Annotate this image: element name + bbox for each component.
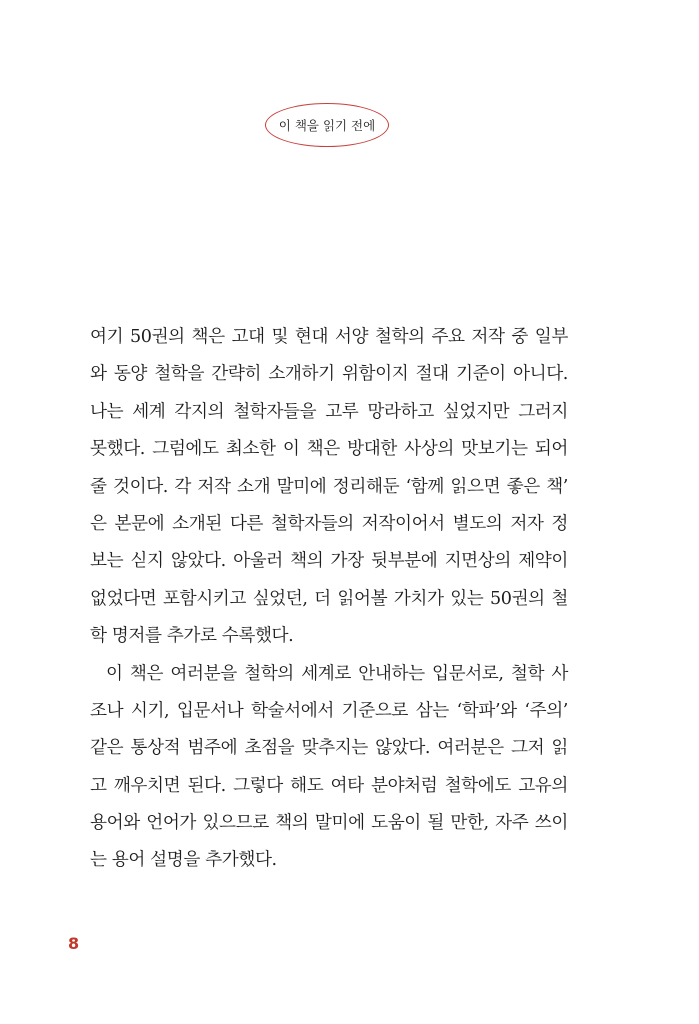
chapter-heading-oval <box>265 103 389 147</box>
text-line: 고 깨우치면 된다. 그렇다 해도 여타 분야처럼 철학에도 고유의 <box>90 775 568 796</box>
text-line: 못했다. 그럼에도 최소한 이 책은 방대한 사상의 맛보기는 되어 <box>90 439 568 460</box>
text-line: 없었다면 포함시키고 싶었던, 더 읽어볼 가치가 있는 50권의 철 <box>90 588 568 609</box>
text-line: 학 명저를 추가로 수록했다. <box>90 626 294 647</box>
text-line: 는 용어 설명을 추가했다. <box>90 850 277 871</box>
text-line: 같은 통상적 범주에 초점을 맞추지는 않았다. 여러분은 그저 읽 <box>90 738 568 759</box>
text-line: 은 본문에 소개된 다른 철학자들의 저작이어서 별도의 저자 정 <box>90 513 568 534</box>
text-line: 조나 시기, 입문서나 학술서에서 기준으로 삼는 ‘학파’와 ‘주의’ <box>90 700 568 721</box>
chapter-heading: 이 책을 읽기 전에 <box>278 118 376 133</box>
text-line: 용어와 언어가 있으므로 책의 말미에 도움이 될 만한, 자주 쓰이 <box>90 813 568 834</box>
body-text <box>90 319 568 880</box>
page-number: 8 <box>68 934 80 953</box>
text-line: 줄 것이다. 각 저작 소개 말미에 정리해둔 ‘함께 읽으면 좋은 책’ <box>90 476 568 497</box>
paragraph <box>90 656 568 880</box>
text-line: 여기 50권의 책은 고대 및 현대 서양 철학의 주요 저작 중 일부 <box>90 327 568 347</box>
text-line: 보는 싣지 않았다. 아울러 책의 가장 뒷부분에 지면상의 제약이 <box>90 551 568 572</box>
paragraph <box>90 319 568 656</box>
text-line: 와 동양 철학을 간략히 소개하기 위함이지 절대 기준이 아니다. <box>90 364 568 385</box>
text-line: 나는 세계 각지의 철학자들을 고루 망라하고 싶었지만 그러지 <box>90 401 568 422</box>
text-line: 이 책은 여러분을 철학의 세계로 안내하는 입문서로, 철학 사 <box>106 663 568 684</box>
